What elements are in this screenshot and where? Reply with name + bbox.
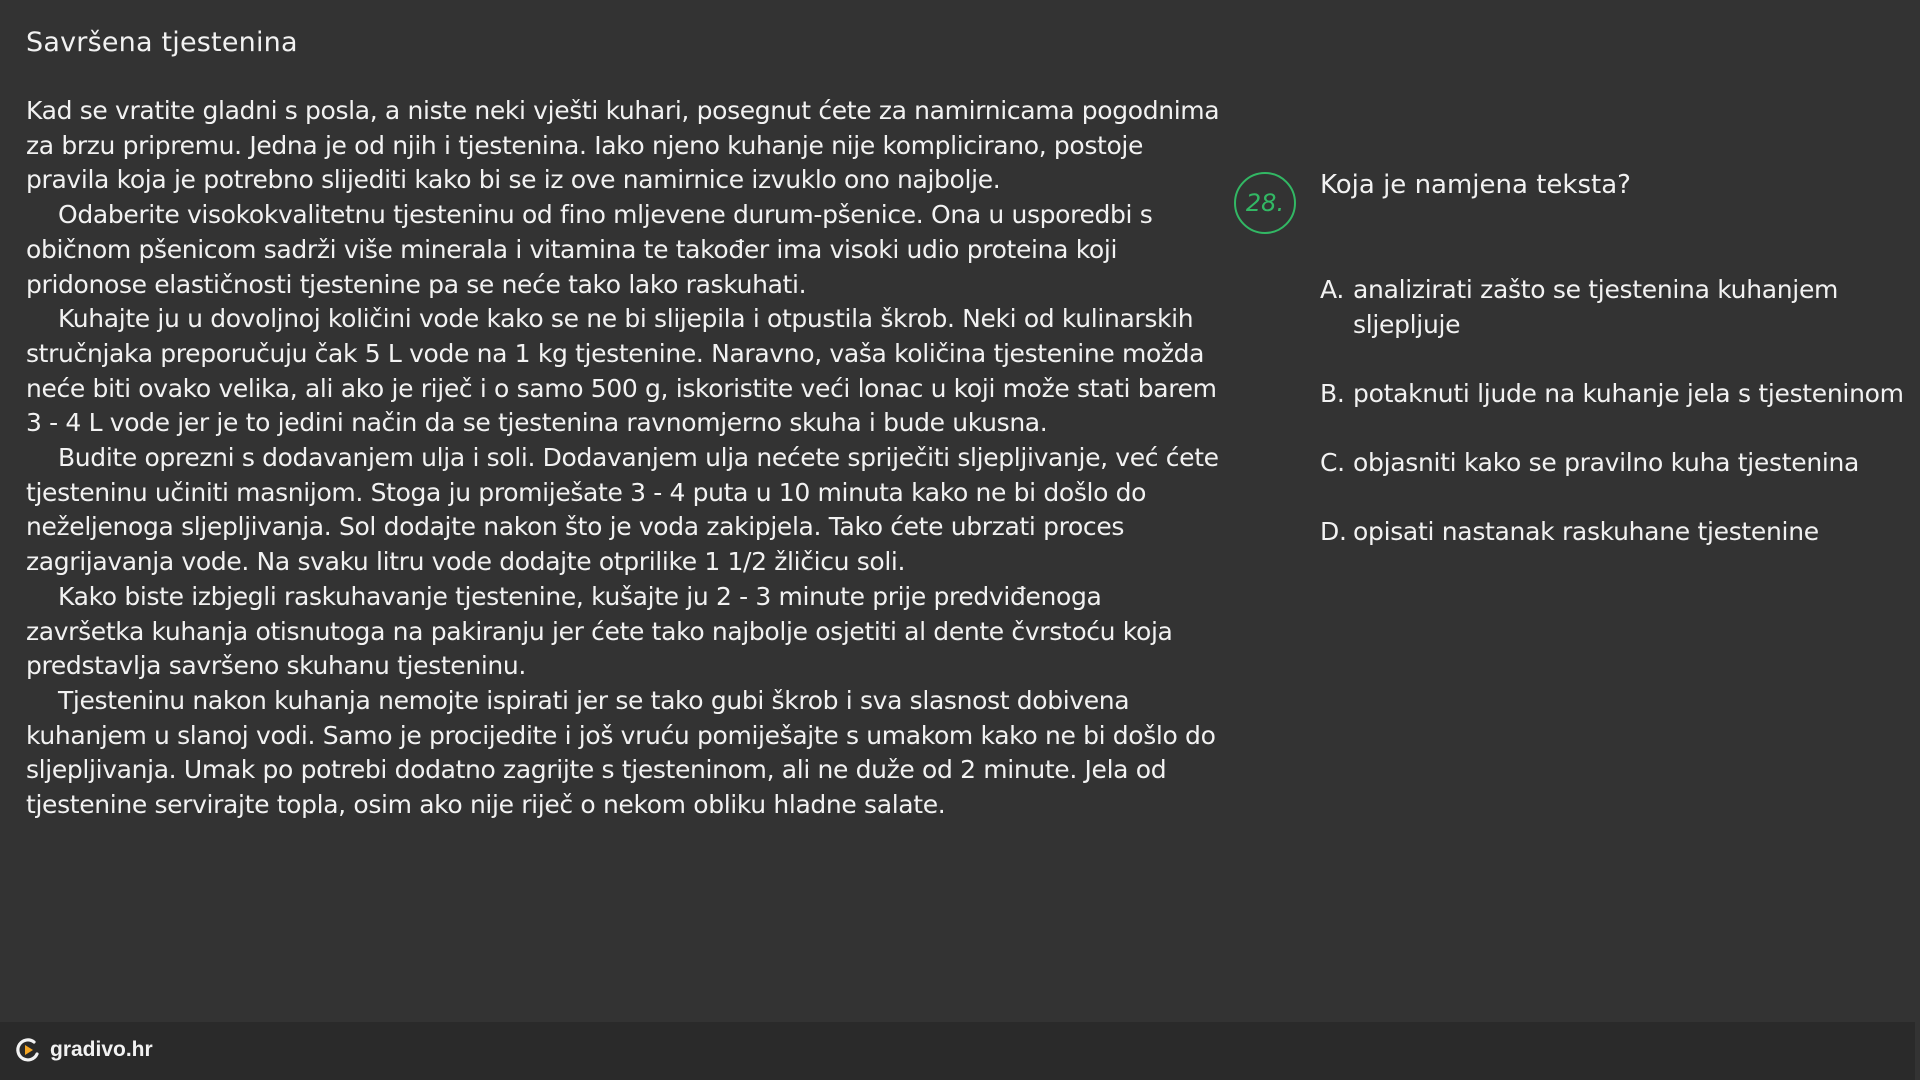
answer-option-a[interactable] xyxy=(1320,272,1910,342)
option-letter: D. xyxy=(1320,517,1347,546)
passage-paragraph-3: Kuhajte ju u dovoljnoj količini vode kako se ne bi slijepila i otpustila škrob. Neki od kulinarskih stručnjaka preporučuju čak 5 L vode na 1 kg tjestenine. Naravno, vaša količina tjestenine možda neće biti ovako velika, ali ako je riječ i o samo 500 g, iskoristite veći lonac u koji može stati barem 3 - 4 L vode jer je to jedini način da se tjestenina ravnomjerno skuha i bude ukusna. xyxy=(26,304,1217,438)
answer-options xyxy=(1320,272,1910,583)
passage-paragraph-1: Kad se vratite gladni s posla, a niste neki vješti kuhari, posegnut ćete za namirnicama pogodnima za brzu pripremu. Jedna je od njih i tjestenina. Iako njeno kuhanje nije komplicirano, postoje pravila koja je potrebno slijediti kako bi se iz ove namirnice izvuklo ono najbolje. xyxy=(26,96,1220,195)
option-text: potaknuti ljude na kuhanje jela s tjesteninom xyxy=(1353,379,1904,408)
logo-text: gradivo.hr xyxy=(50,1038,153,1061)
option-letter: C. xyxy=(1320,448,1345,477)
passage-paragraph-6: Tjesteninu nakon kuhanja nemojte ispirati jer se tako gubi škrob i sva slasnost dobivena kuhanjem u slanoj vodi. Samo je procijedite i još vruću pomiješajte s umakom kako ne bi došlo do sljepljivanja. Umak po potrebi dodatno zagrijte s tjesteninom, ali ne duže od 2 minute. Jela od tjestenine servirajte topla, osim ako nije riječ o nekom obliku hladne salate. xyxy=(26,685,1216,820)
option-letter: B. xyxy=(1320,379,1345,408)
passage-title: Savršena tjestenina xyxy=(26,27,298,58)
question-text: Koja je namjena teksta? xyxy=(1320,170,1631,200)
passage-paragraph-2: Odaberite visokokvalitetnu tjesteninu od fino mljevene durum-pšenice. Ona u usporedbi s običnom pšenicom sadrži više minerala i vitamina te također ima visoki udio proteina koji pridonose elastičnosti tjestenine pa se neće tako lako raskuhati. xyxy=(26,200,1153,299)
footer-bar xyxy=(0,1022,1915,1080)
reading-passage xyxy=(26,22,1226,823)
question-number: 28. xyxy=(1245,189,1285,217)
answer-option-d[interactable] xyxy=(1320,514,1910,549)
gradivo-logo[interactable] xyxy=(14,1036,153,1064)
option-text: objasniti kako se pravilno kuha tjestenina xyxy=(1353,448,1860,477)
option-text: opisati nastanak raskuhane tjestenine xyxy=(1353,517,1819,546)
gradivo-logo-icon xyxy=(14,1036,42,1064)
question-number-badge xyxy=(1234,172,1296,234)
answer-option-b[interactable] xyxy=(1320,376,1910,411)
answer-option-c[interactable] xyxy=(1320,445,1910,480)
passage-paragraph-4: Budite oprezni s dodavanjem ulja i soli. Dodavanjem ulja nećete spriječiti sljepljivanje, već ćete tjesteninu učiniti masnijom. Stoga ju promiješate 3 - 4 puta u 10 minuta kako ne bi došlo do neželjenoga sljepljivanja. Sol dodajte nakon što je voda zakipjela. Tako ćete ubrzati proces zagrijavanja vode. Na svaku litru vode dodajte otprilike 1 1/2 žličicu soli. xyxy=(26,443,1219,577)
option-letter: A. xyxy=(1320,275,1345,304)
passage-paragraph-5: Kako biste izbjegli raskuhavanje tjestenine, kušajte ju 2 - 3 minute prije predviđenoga završetka kuhanja otisnutoga na pakiranju jer ćete tako najbolje osjetiti al dente čvrstoću koja predstavlja savršeno skuhanu tjesteninu. xyxy=(26,581,1173,681)
option-text: analizirati zašto se tjestenina kuhanjem sljepljuje xyxy=(1353,275,1839,339)
